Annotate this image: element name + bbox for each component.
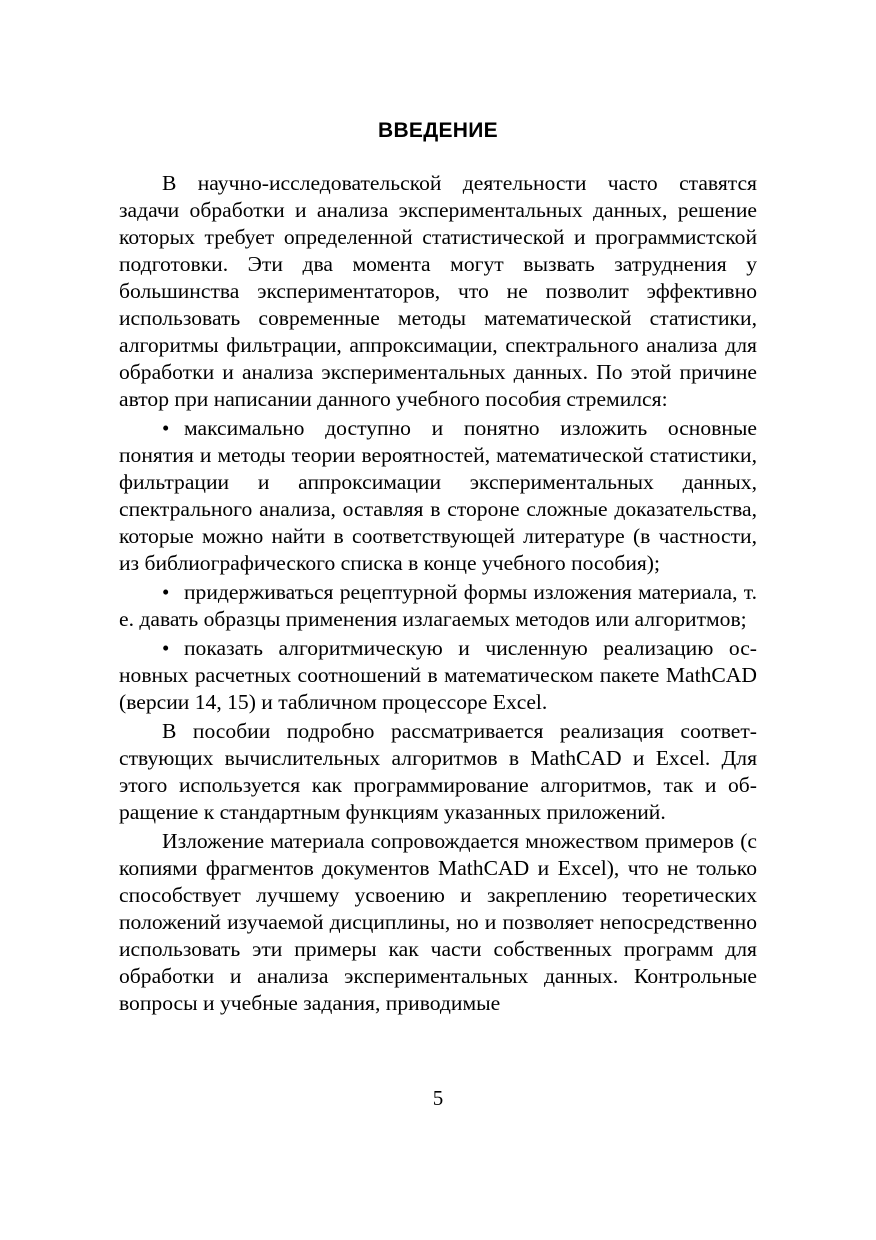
bullet-icon: •: [162, 416, 170, 440]
bullet-item-1: [119, 415, 757, 577]
paragraph-text: В пособии подробно рассматривается реализация соответствующих вычислительных алгоритмов в MathCAD и Excel. Для этого используется как программирование алгоритмов, так и обращение к стандартным функциям указанных приложений.: [119, 719, 757, 824]
bullet-item-2: [119, 579, 757, 633]
paragraph-text: Изложение материала сопровождается множеством примеров (с копиями фрагментов документов MathCAD и Excel), что не только способствует лучшему усвоению и закреплению теоретических положений изучаемой дисциплины, но и позволяет непосредственно использовать эти примеры как части собственных программ для обработки и анализа экспериментальных данных. Контрольные вопросы и учебные задания, приводимые: [119, 829, 757, 1015]
paragraph-examples: [119, 828, 757, 1017]
document-body: [119, 170, 757, 1019]
paragraph-intro: [119, 170, 757, 413]
paragraph-text: В научно-исследовательской деятельности часто ставятся задачи обработки и анализа экспериментальных данных, решение которых требует определенной статистической и программистской подготовки. Эти два момента могут вызвать затруднения у большинства экспериментаторов, что не позволит эффективно использовать современные методы математической статистики, алгоритмы фильтрации, аппроксимации, спектрального анализа для обработки и анализа экспериментальных данных. По этой причине автор при написании данного учебного пособия стремился:: [119, 171, 757, 411]
page-title: ВВЕДЕНИЕ: [378, 119, 498, 142]
paragraph-mathcad: [119, 718, 757, 826]
bullet-icon: •: [162, 580, 170, 604]
bullet-text: показать алгоритмическую и численную реализацию основных расчетных соотношений в математическом пакете MathCAD (версии 14, 15) и табличном процессоре Excel.: [119, 636, 757, 714]
bullet-text: придерживаться рецептурной формы изложения материала, т. е. давать образцы применения излагаемых методов или алгоритмов;: [119, 580, 757, 631]
bullet-item-3: [119, 635, 757, 716]
page-number: 5: [432, 1086, 444, 1110]
bullet-text: максимально доступно и понятно изложить основные понятия и методы теории вероятностей, математической статистики, фильтрации и аппроксимации экспериментальных данных, спектрального анализа, оставляя в стороне сложные доказательства, которые можно найти в соответствующей литературе (в частности, из библиографического списка в конце учебного пособия);: [119, 416, 757, 575]
bullet-icon: •: [162, 636, 170, 660]
